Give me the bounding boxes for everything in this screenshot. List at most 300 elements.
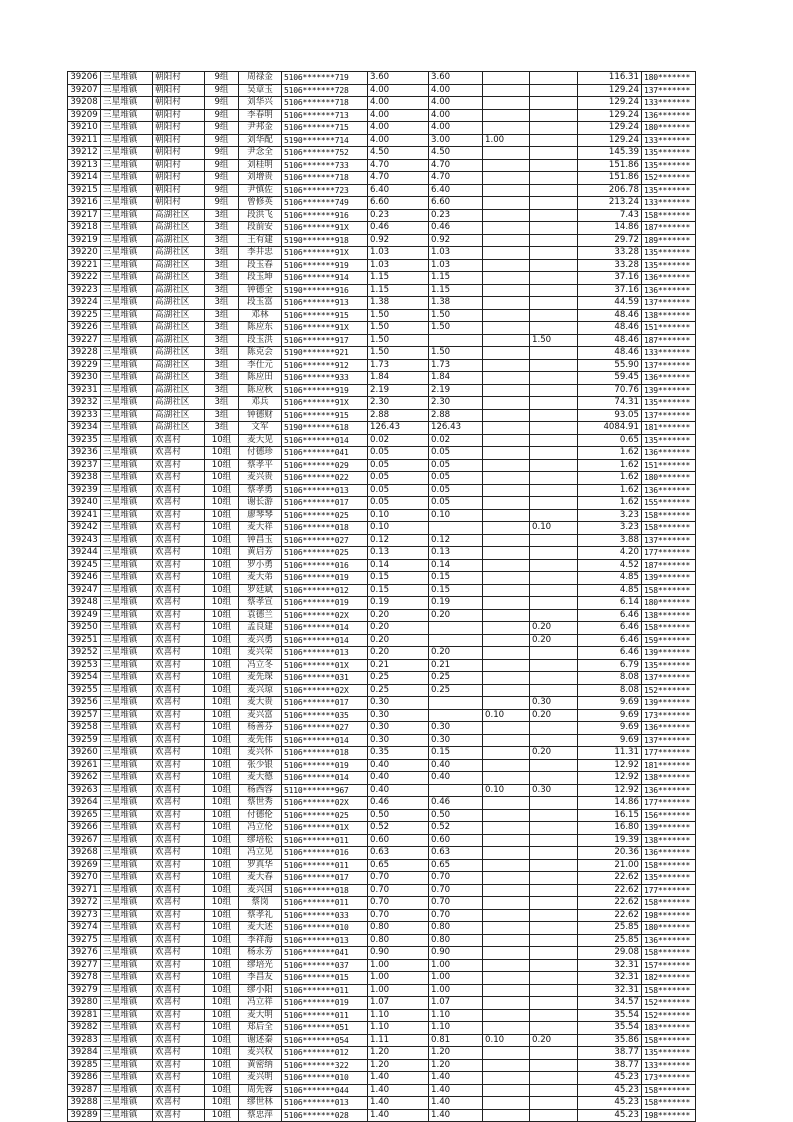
id-number-cell: 5106*******322 xyxy=(282,1059,368,1072)
amount-cell: 35.54 xyxy=(578,1009,642,1022)
area-col3-cell xyxy=(483,334,530,347)
area-col2-cell: 1.50 xyxy=(429,347,483,360)
area-col4-cell xyxy=(530,609,578,622)
area-col4-cell xyxy=(530,847,578,860)
area-col2-cell: 0.70 xyxy=(429,909,483,922)
area-col4-cell xyxy=(530,84,578,97)
phone-cell: 151******* xyxy=(642,322,696,335)
row-number: 39249 xyxy=(68,609,101,622)
area-col4-cell: 0.20 xyxy=(530,634,578,647)
phone-cell: 135******* xyxy=(642,434,696,447)
row-number: 39214 xyxy=(68,172,101,185)
table-row xyxy=(68,434,696,447)
amount-cell: 6.46 xyxy=(578,609,642,622)
area-col3-cell xyxy=(483,947,530,960)
row-number: 39232 xyxy=(68,397,101,410)
town-cell: 三星堆镇 xyxy=(101,384,153,397)
table-row xyxy=(68,459,696,472)
area-col3-cell xyxy=(483,622,530,635)
group-cell: 3组 xyxy=(205,234,239,247)
area-total-cell: 0.05 xyxy=(368,447,429,460)
amount-cell: 6.79 xyxy=(578,659,642,672)
id-number-cell: 5106*******915 xyxy=(282,409,368,422)
area-total-cell: 0.40 xyxy=(368,772,429,785)
group-cell: 10组 xyxy=(205,509,239,522)
row-number: 39284 xyxy=(68,1047,101,1060)
town-cell: 三星堆镇 xyxy=(101,734,153,747)
area-total-cell: 0.05 xyxy=(368,497,429,510)
row-number: 39226 xyxy=(68,322,101,335)
phone-cell: 135******* xyxy=(642,397,696,410)
row-number: 39270 xyxy=(68,872,101,885)
amount-cell: 33.28 xyxy=(578,247,642,260)
table-row xyxy=(68,472,696,485)
table-row xyxy=(68,159,696,172)
area-total-cell: 0.70 xyxy=(368,909,429,922)
id-number-cell: 5106*******016 xyxy=(282,847,368,860)
group-cell: 10组 xyxy=(205,747,239,760)
row-number: 39221 xyxy=(68,259,101,272)
name-cell: 麦大述 xyxy=(239,922,282,935)
group-cell: 10组 xyxy=(205,772,239,785)
area-total-cell: 0.60 xyxy=(368,834,429,847)
row-number: 39234 xyxy=(68,422,101,435)
row-number: 39223 xyxy=(68,284,101,297)
row-number: 39206 xyxy=(68,72,101,85)
group-cell: 10组 xyxy=(205,972,239,985)
village-cell: 欢喜村 xyxy=(153,672,205,685)
phone-cell: 135******* xyxy=(642,184,696,197)
phone-cell: 198******* xyxy=(642,909,696,922)
table-row xyxy=(68,784,696,797)
area-col3-cell xyxy=(483,1097,530,1110)
phone-cell: 183******* xyxy=(642,1022,696,1035)
row-number: 39208 xyxy=(68,97,101,110)
area-col2-cell xyxy=(429,622,483,635)
table-row xyxy=(68,734,696,747)
group-cell: 9组 xyxy=(205,72,239,85)
area-col3-cell xyxy=(483,397,530,410)
town-cell: 三星堆镇 xyxy=(101,259,153,272)
phone-cell: 156******* xyxy=(642,809,696,822)
row-number: 39277 xyxy=(68,959,101,972)
group-cell: 3组 xyxy=(205,309,239,322)
group-cell: 10组 xyxy=(205,909,239,922)
id-number-cell: 5106*******749 xyxy=(282,197,368,210)
row-number: 39263 xyxy=(68,784,101,797)
area-total-cell: 1.07 xyxy=(368,997,429,1010)
id-number-cell: 5106*******013 xyxy=(282,934,368,947)
area-col4-cell xyxy=(530,647,578,660)
town-cell: 三星堆镇 xyxy=(101,84,153,97)
id-number-cell: 5190*******618 xyxy=(282,422,368,435)
area-col4-cell xyxy=(530,822,578,835)
amount-cell: 38.77 xyxy=(578,1059,642,1072)
table-row xyxy=(68,497,696,510)
area-total-cell: 4.00 xyxy=(368,109,429,122)
group-cell: 10组 xyxy=(205,697,239,710)
amount-cell: 12.92 xyxy=(578,772,642,785)
group-cell: 10组 xyxy=(205,559,239,572)
id-number-cell: 5106*******91X xyxy=(282,247,368,260)
area-total-cell: 2.88 xyxy=(368,409,429,422)
area-col3-cell xyxy=(483,222,530,235)
village-cell: 欢喜村 xyxy=(153,684,205,697)
amount-cell: 7.43 xyxy=(578,209,642,222)
table-row xyxy=(68,234,696,247)
area-total-cell: 126.43 xyxy=(368,422,429,435)
village-cell: 朝阳村 xyxy=(153,72,205,85)
area-total-cell: 1.40 xyxy=(368,1109,429,1122)
area-col3-cell xyxy=(483,97,530,110)
amount-cell: 45.23 xyxy=(578,1109,642,1122)
phone-cell: 187******* xyxy=(642,559,696,572)
name-cell: 罗真华 xyxy=(239,859,282,872)
name-cell: 杨西容 xyxy=(239,784,282,797)
village-cell: 欢喜村 xyxy=(153,634,205,647)
area-col4-cell xyxy=(530,322,578,335)
phone-cell: 152******* xyxy=(642,997,696,1010)
group-cell: 10组 xyxy=(205,659,239,672)
group-cell: 9组 xyxy=(205,97,239,110)
name-cell: 麦兴权 xyxy=(239,1047,282,1060)
row-number: 39240 xyxy=(68,497,101,510)
row-number: 39283 xyxy=(68,1034,101,1047)
phone-cell: 158******* xyxy=(642,584,696,597)
id-number-cell: 5106*******044 xyxy=(282,1084,368,1097)
area-total-cell: 1.73 xyxy=(368,359,429,372)
area-col4-cell xyxy=(530,272,578,285)
row-number: 39269 xyxy=(68,859,101,872)
amount-cell: 70.76 xyxy=(578,384,642,397)
group-cell: 10组 xyxy=(205,1097,239,1110)
phone-cell: 158******* xyxy=(642,1084,696,1097)
town-cell: 三星堆镇 xyxy=(101,1022,153,1035)
row-number: 39245 xyxy=(68,559,101,572)
amount-cell: 1.62 xyxy=(578,497,642,510)
area-total-cell: 1.15 xyxy=(368,272,429,285)
table-row xyxy=(68,447,696,460)
town-cell: 三星堆镇 xyxy=(101,1047,153,1060)
table-row xyxy=(68,259,696,272)
table-row xyxy=(68,584,696,597)
town-cell: 三星堆镇 xyxy=(101,797,153,810)
area-col3-cell xyxy=(483,747,530,760)
village-cell: 欢喜村 xyxy=(153,884,205,897)
area-col3-cell xyxy=(483,572,530,585)
group-cell: 10组 xyxy=(205,634,239,647)
phone-cell: 139******* xyxy=(642,572,696,585)
row-number: 39265 xyxy=(68,809,101,822)
amount-cell: 48.46 xyxy=(578,309,642,322)
name-cell: 蔡孝礼 xyxy=(239,909,282,922)
table-row xyxy=(68,697,696,710)
village-cell: 欢喜村 xyxy=(153,759,205,772)
id-number-cell: 5106*******011 xyxy=(282,1009,368,1022)
amount-cell: 6.46 xyxy=(578,647,642,660)
area-col2-cell: 3.60 xyxy=(429,72,483,85)
id-number-cell: 5110*******967 xyxy=(282,784,368,797)
table-row xyxy=(68,972,696,985)
town-cell: 三星堆镇 xyxy=(101,647,153,660)
row-number: 39224 xyxy=(68,297,101,310)
name-cell: 缪小阳 xyxy=(239,984,282,997)
area-total-cell: 0.30 xyxy=(368,734,429,747)
area-col2-cell: 0.20 xyxy=(429,647,483,660)
village-cell: 欢喜村 xyxy=(153,609,205,622)
area-col2-cell: 1.00 xyxy=(429,959,483,972)
table-row xyxy=(68,1072,696,1085)
row-number: 39286 xyxy=(68,1072,101,1085)
area-col4-cell xyxy=(530,234,578,247)
area-col2-cell: 0.70 xyxy=(429,884,483,897)
name-cell: 蔡孝勇 xyxy=(239,484,282,497)
table-row xyxy=(68,684,696,697)
town-cell: 三星堆镇 xyxy=(101,847,153,860)
row-number: 39217 xyxy=(68,209,101,222)
town-cell: 三星堆镇 xyxy=(101,447,153,460)
name-cell: 钟德全 xyxy=(239,284,282,297)
group-cell: 10组 xyxy=(205,547,239,560)
name-cell: 周禄金 xyxy=(239,72,282,85)
area-col2-cell: 0.52 xyxy=(429,822,483,835)
amount-cell: 25.85 xyxy=(578,934,642,947)
village-cell: 欢喜村 xyxy=(153,522,205,535)
group-cell: 10组 xyxy=(205,434,239,447)
town-cell: 三星堆镇 xyxy=(101,597,153,610)
area-col2-cell: 0.23 xyxy=(429,209,483,222)
area-col3-cell xyxy=(483,597,530,610)
area-col2-cell xyxy=(429,784,483,797)
area-total-cell: 1.40 xyxy=(368,1084,429,1097)
town-cell: 三星堆镇 xyxy=(101,934,153,947)
area-col4-cell xyxy=(530,197,578,210)
row-number: 39213 xyxy=(68,159,101,172)
row-number: 39246 xyxy=(68,572,101,585)
phone-cell: 137******* xyxy=(642,409,696,422)
table-row xyxy=(68,347,696,360)
village-cell: 欢喜村 xyxy=(153,822,205,835)
table-row xyxy=(68,247,696,260)
area-col2-cell: 0.30 xyxy=(429,722,483,735)
village-cell: 高湖社区 xyxy=(153,359,205,372)
area-col4-cell xyxy=(530,559,578,572)
village-cell: 欢喜村 xyxy=(153,647,205,660)
id-number-cell: 5106*******037 xyxy=(282,959,368,972)
table-row xyxy=(68,647,696,660)
table-row xyxy=(68,1059,696,1072)
table-row xyxy=(68,397,696,410)
group-cell: 9组 xyxy=(205,122,239,135)
name-cell: 缪培光 xyxy=(239,959,282,972)
area-col2-cell: 4.00 xyxy=(429,122,483,135)
village-cell: 朝阳村 xyxy=(153,109,205,122)
phone-cell: 180******* xyxy=(642,472,696,485)
phone-cell: 187******* xyxy=(642,222,696,235)
phone-cell: 138******* xyxy=(642,609,696,622)
id-number-cell: 5106*******054 xyxy=(282,1034,368,1047)
row-number: 39235 xyxy=(68,434,101,447)
row-number: 39280 xyxy=(68,997,101,1010)
town-cell: 三星堆镇 xyxy=(101,709,153,722)
area-col4-cell xyxy=(530,1084,578,1097)
name-cell: 李仕元 xyxy=(239,359,282,372)
amount-cell: 93.05 xyxy=(578,409,642,422)
name-cell: 吴章玉 xyxy=(239,84,282,97)
area-col2-cell: 0.05 xyxy=(429,447,483,460)
id-number-cell: 5106*******018 xyxy=(282,747,368,760)
town-cell: 三星堆镇 xyxy=(101,472,153,485)
area-col4-cell xyxy=(530,497,578,510)
name-cell: 钟德财 xyxy=(239,409,282,422)
area-col4-cell xyxy=(530,997,578,1010)
area-col2-cell: 0.40 xyxy=(429,772,483,785)
phone-cell: 151******* xyxy=(642,459,696,472)
name-cell: 文军 xyxy=(239,422,282,435)
area-col2-cell: 0.40 xyxy=(429,759,483,772)
town-cell: 三星堆镇 xyxy=(101,1034,153,1047)
area-col2-cell: 0.80 xyxy=(429,934,483,947)
town-cell: 三星堆镇 xyxy=(101,484,153,497)
area-col2-cell: 0.63 xyxy=(429,847,483,860)
town-cell: 三星堆镇 xyxy=(101,872,153,885)
id-number-cell: 5106*******041 xyxy=(282,947,368,960)
area-total-cell: 0.90 xyxy=(368,947,429,960)
town-cell: 三星堆镇 xyxy=(101,334,153,347)
row-number: 39231 xyxy=(68,384,101,397)
phone-cell: 133******* xyxy=(642,197,696,210)
town-cell: 三星堆镇 xyxy=(101,772,153,785)
village-cell: 欢喜村 xyxy=(153,747,205,760)
amount-cell: 1.62 xyxy=(578,472,642,485)
name-cell: 陈应田 xyxy=(239,372,282,385)
row-number: 39233 xyxy=(68,409,101,422)
name-cell: 麦先伟 xyxy=(239,734,282,747)
table-row xyxy=(68,634,696,647)
area-total-cell: 1.40 xyxy=(368,1072,429,1085)
area-total-cell: 4.70 xyxy=(368,172,429,185)
area-col4-cell: 0.20 xyxy=(530,747,578,760)
phone-cell: 180******* xyxy=(642,597,696,610)
id-number-cell: 5106*******011 xyxy=(282,984,368,997)
row-number: 39253 xyxy=(68,659,101,672)
village-cell: 朝阳村 xyxy=(153,84,205,97)
area-total-cell: 1.03 xyxy=(368,259,429,272)
group-cell: 10组 xyxy=(205,822,239,835)
area-col4-cell xyxy=(530,184,578,197)
id-number-cell: 5106*******718 xyxy=(282,172,368,185)
area-col3-cell xyxy=(483,984,530,997)
table-row xyxy=(68,822,696,835)
table-row xyxy=(68,309,696,322)
group-cell: 10组 xyxy=(205,847,239,860)
area-col2-cell: 0.80 xyxy=(429,922,483,935)
row-number: 39288 xyxy=(68,1097,101,1110)
village-cell: 欢喜村 xyxy=(153,984,205,997)
name-cell: 麦大贵 xyxy=(239,697,282,710)
table-row xyxy=(68,759,696,772)
area-col4-cell xyxy=(530,222,578,235)
phone-cell: 158******* xyxy=(642,1097,696,1110)
group-cell: 10组 xyxy=(205,584,239,597)
phone-cell: 135******* xyxy=(642,247,696,260)
table-row xyxy=(68,272,696,285)
area-col4-cell xyxy=(530,572,578,585)
area-total-cell: 0.21 xyxy=(368,659,429,672)
name-cell: 谢述秦 xyxy=(239,1034,282,1047)
area-total-cell: 0.30 xyxy=(368,722,429,735)
area-col2-cell: 0.25 xyxy=(429,684,483,697)
area-col2-cell: 1.10 xyxy=(429,1022,483,1035)
area-col3-cell xyxy=(483,934,530,947)
area-col2-cell: 4.00 xyxy=(429,97,483,110)
town-cell: 三星堆镇 xyxy=(101,947,153,960)
area-col3-cell xyxy=(483,109,530,122)
village-cell: 欢喜村 xyxy=(153,697,205,710)
area-total-cell: 1.50 xyxy=(368,322,429,335)
area-total-cell: 0.70 xyxy=(368,897,429,910)
area-col4-cell xyxy=(530,122,578,135)
area-total-cell: 0.15 xyxy=(368,572,429,585)
table-row xyxy=(68,172,696,185)
area-col3-cell xyxy=(483,247,530,260)
area-col2-cell: 1.15 xyxy=(429,272,483,285)
area-col3-cell xyxy=(483,959,530,972)
group-cell: 10组 xyxy=(205,709,239,722)
area-total-cell: 1.20 xyxy=(368,1059,429,1072)
area-col3-cell xyxy=(483,734,530,747)
area-col2-cell: 1.40 xyxy=(429,1097,483,1110)
group-cell: 10组 xyxy=(205,597,239,610)
id-number-cell: 5106*******018 xyxy=(282,522,368,535)
phone-cell: 136******* xyxy=(642,934,696,947)
area-col3-cell xyxy=(483,722,530,735)
group-cell: 3组 xyxy=(205,359,239,372)
area-total-cell: 0.92 xyxy=(368,234,429,247)
table-row xyxy=(68,672,696,685)
id-number-cell: 5106*******025 xyxy=(282,509,368,522)
village-cell: 朝阳村 xyxy=(153,122,205,135)
row-number: 39278 xyxy=(68,972,101,985)
area-total-cell: 0.46 xyxy=(368,797,429,810)
table-row xyxy=(68,409,696,422)
town-cell: 三星堆镇 xyxy=(101,1084,153,1097)
amount-cell: 4.85 xyxy=(578,584,642,597)
phone-cell: 158******* xyxy=(642,622,696,635)
id-number-cell: 5190*******916 xyxy=(282,284,368,297)
amount-cell: 213.24 xyxy=(578,197,642,210)
area-col2-cell: 1.40 xyxy=(429,1109,483,1122)
table-row xyxy=(68,847,696,860)
name-cell: 缪培松 xyxy=(239,834,282,847)
phone-cell: 182******* xyxy=(642,972,696,985)
table-row xyxy=(68,772,696,785)
table-row xyxy=(68,372,696,385)
area-total-cell: 1.10 xyxy=(368,1009,429,1022)
group-cell: 10组 xyxy=(205,1047,239,1060)
row-number: 39251 xyxy=(68,634,101,647)
id-number-cell: 5106*******010 xyxy=(282,922,368,935)
area-col3-cell xyxy=(483,347,530,360)
area-col3-cell xyxy=(483,1084,530,1097)
area-col4-cell xyxy=(530,1022,578,1035)
area-col3-cell xyxy=(483,322,530,335)
village-cell: 欢喜村 xyxy=(153,847,205,860)
group-cell: 9组 xyxy=(205,147,239,160)
area-col4-cell xyxy=(530,1072,578,1085)
area-col4-cell xyxy=(530,722,578,735)
table-row xyxy=(68,747,696,760)
